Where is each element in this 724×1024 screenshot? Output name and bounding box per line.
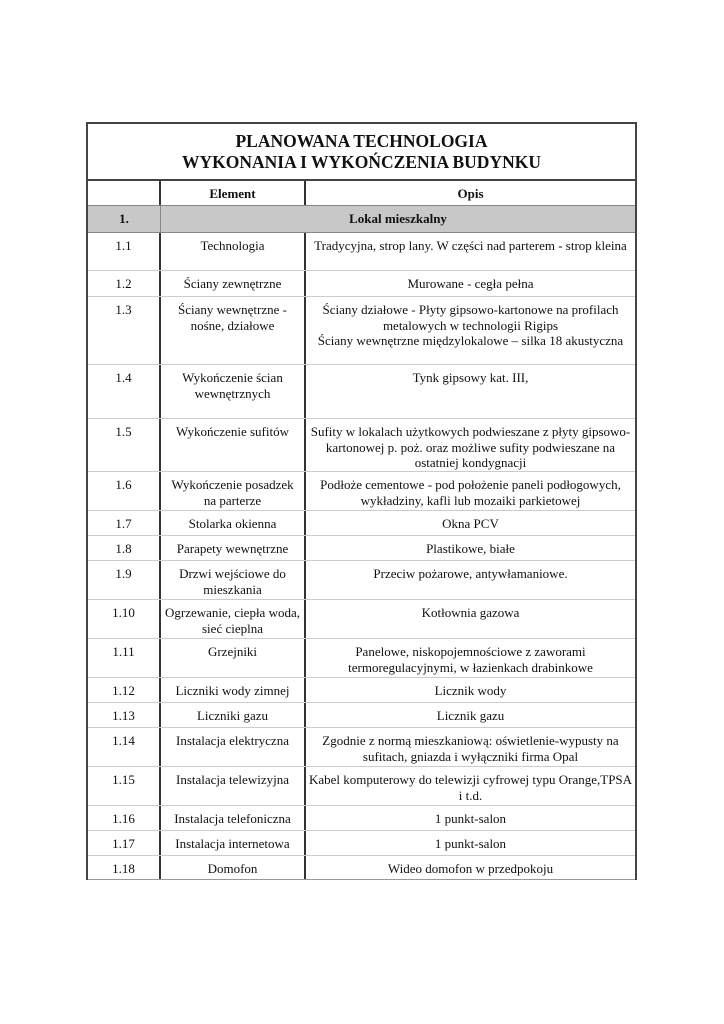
row-number: 1.18 (88, 856, 161, 879)
row-element: Wykończenie posadzek na parterze (161, 472, 306, 510)
table-row (88, 600, 635, 639)
row-element: Liczniki gazu (161, 703, 306, 727)
row-number: 1.15 (88, 767, 161, 805)
row-number: 1.12 (88, 678, 161, 702)
row-element: Stolarka okienna (161, 511, 306, 535)
row-description: Tynk gipsowy kat. III, (412, 370, 529, 385)
table-row (88, 297, 635, 365)
row-description: Licznik wody (434, 683, 507, 698)
table-row (88, 831, 635, 856)
row-description: Sufity w lokalach użytkowych podwieszane z płyty gipsowo-kartonowej p. poż. oraz możliwe sufity podwieszane na ostatniej kondygnacji (310, 424, 631, 470)
table-body (88, 233, 635, 880)
row-number: 1.8 (88, 536, 161, 560)
row-description: Tradycyjna, strop lany. W części nad parterem - strop kleina (314, 238, 627, 253)
row-description: Kotłownia gazowa (421, 605, 520, 620)
table-row (88, 419, 635, 472)
section-name: Lokal mieszkalny (349, 211, 447, 226)
row-number: 1.17 (88, 831, 161, 855)
table-row (88, 678, 635, 703)
table-row (88, 561, 635, 600)
row-description: Licznik gazu (436, 708, 505, 723)
table-row (88, 806, 635, 831)
table-row (88, 536, 635, 561)
row-number: 1.11 (88, 639, 161, 677)
header-no (88, 181, 161, 205)
row-number: 1.2 (88, 271, 161, 296)
row-description: Okna PCV (442, 516, 499, 531)
table-row (88, 365, 635, 419)
row-element: Grzejniki (161, 639, 306, 677)
row-element: Instalacja telewizyjna (161, 767, 306, 805)
row-description: 1 punkt-salon (434, 811, 507, 826)
row-description: Murowane - cegła pełna (407, 276, 534, 291)
table-row (88, 271, 635, 297)
table-row (88, 233, 635, 271)
row-description: Przeciw pożarowe, antywłamaniowe. (373, 566, 568, 581)
row-element: Ogrzewanie, ciepła woda, sieć cieplna (161, 600, 306, 638)
header-row (88, 181, 635, 206)
table-row (88, 511, 635, 536)
row-element: Wykończenie sufitów (161, 419, 306, 471)
row-number: 1.3 (88, 297, 161, 364)
table-row (88, 639, 635, 678)
row-description: Ściany działowe - Płyty gipsowo-kartonowe na profilach metalowych w technologii Rigips Ściany wewnętrzne międzylokalowe – silka 18 akustyczna (317, 302, 624, 348)
row-number: 1.10 (88, 600, 161, 638)
row-number: 1.16 (88, 806, 161, 830)
row-description: Panelowe, niskopojemnościowe z zaworami termoregulacyjnymi, w łazienkach drabinkowe (348, 644, 593, 675)
row-description: Plastikowe, białe (426, 541, 515, 556)
row-description: Kabel komputerowy do telewizji cyfrowej typu Orange,TPSA i t.d. (308, 772, 633, 803)
row-number: 1.7 (88, 511, 161, 535)
row-number: 1.5 (88, 419, 161, 471)
row-element: Drzwi wejściowe do mieszkania (161, 561, 306, 599)
table-row (88, 767, 635, 806)
row-description: 1 punkt-salon (434, 836, 507, 851)
row-number: 1.14 (88, 728, 161, 766)
row-number: 1.1 (88, 233, 161, 270)
row-number: 1.9 (88, 561, 161, 599)
section-number: 1. (88, 206, 161, 232)
row-element: Wykończenie ścian wewnętrznych (161, 365, 306, 418)
row-element: Domofon (161, 856, 306, 879)
row-description: Wideo domofon w przedpokoju (387, 861, 554, 876)
table-row (88, 703, 635, 728)
row-number: 1.13 (88, 703, 161, 727)
table-title (88, 124, 635, 181)
row-description: Zgodnie z normą mieszkaniową: oświetlenie-wypusty na sufitach, gniazda i wyłączniki firma Opal (322, 733, 619, 764)
table-row (88, 472, 635, 511)
header-element: Element (161, 181, 306, 205)
row-element: Instalacja telefoniczna (161, 806, 306, 830)
row-number: 1.6 (88, 472, 161, 510)
row-element: Liczniki wody zimnej (161, 678, 306, 702)
row-element: Parapety wewnętrzne (161, 536, 306, 560)
table-row (88, 856, 635, 880)
table-row (88, 728, 635, 767)
row-element: Ściany wewnętrzne - nośne, działowe (161, 297, 306, 364)
header-opis: Opis (457, 186, 484, 201)
row-element: Instalacja elektryczna (161, 728, 306, 766)
row-description: Podłoże cementowe - pod położenie paneli podłogowych, wykładziny, kafli lub mozaiki parkietowej (320, 477, 621, 508)
title-line-2: WYKONANIA I WYKOŃCZENIA BUDYNKU (182, 152, 541, 172)
section-row (88, 206, 635, 233)
title-line-1: PLANOWANA TECHNOLOGIA (235, 131, 488, 151)
technology-table (86, 122, 637, 880)
row-element: Technologia (161, 233, 306, 270)
row-number: 1.4 (88, 365, 161, 418)
row-element: Ściany zewnętrzne (161, 271, 306, 296)
row-element: Instalacja internetowa (161, 831, 306, 855)
